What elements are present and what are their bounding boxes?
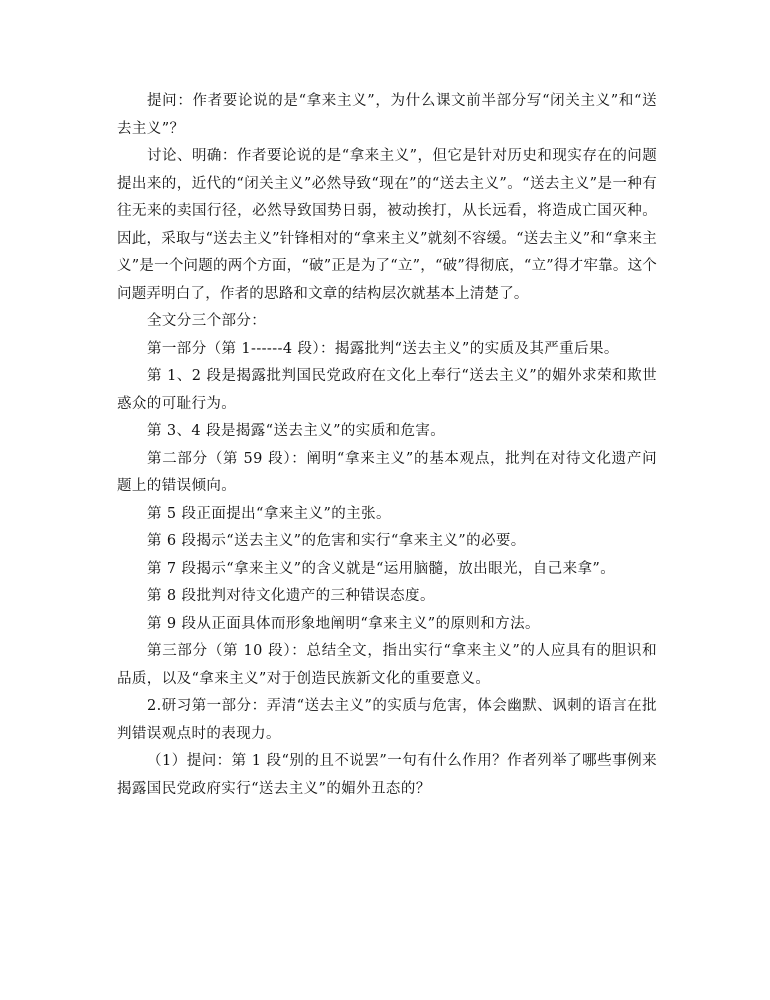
- document-body: [117, 88, 657, 803]
- paragraph-part-one: 第一部分（第 1------4 段）：揭露批判“送去主义”的实质及其严重后果。: [147, 340, 619, 357]
- paragraph-question-one: （1）提问：第 1 段“别的且不说罢”一句有什么作用？作者列举了哪些事例来揭露国民党政府实行“送去主义”的媚外丑态的？: [117, 753, 657, 797]
- paragraph-discussion: 讨论、明确：作者要论说的是“拿来主义”，但它是针对历史和现实存在的问题提出来的，近代的“闭关主义”必然导致“现在”的“送去主义”。“送去主义”是一种有往无来的卖国行径，必然导致国势日弱，被动挨打，从长远看，将造成亡国灭种。因此，采取与“送去主义”针锋相对的“拿来主义”就刻不容缓。“送去主义”和“拿来主义”是一个问题的两个方面，“破”正是为了“立”，“破”得彻底，“立”得才牢靠。这个问题弄明白了，作者的思路和文章的结构层次就基本上清楚了。: [117, 148, 657, 302]
- paragraph-section-5: 第 5 段正面提出“拿来主义”的主张。: [147, 505, 391, 522]
- paragraph-sections-1-2: 第 1、2 段是揭露批判国民党政府在文化上奉行“送去主义”的媚外求荣和欺世惑众的可耻行为。: [117, 368, 657, 412]
- paragraph-study-part-one: 2.研习第一部分：弄清“送去主义”的实质与危害，体会幽默、讽刺的语言在批判错误观点时的表现力。: [117, 698, 657, 742]
- paragraph-section-7: 第 7 段揭示“拿来主义”的含义就是“运用脑髓，放出眼光，自己来拿”。: [147, 560, 616, 577]
- paragraph-section-9: 第 9 段从正面具体而形象地阐明“拿来主义”的原则和方法。: [147, 615, 540, 632]
- paragraph-sections-3-4: 第 3、4 段是揭露“送去主义”的实质和危害。: [147, 423, 446, 439]
- paragraph-part-three: 第三部分（第 10 段）：总结全文，指出实行“拿来主义”的人应具有的胆识和品质，以及“拿来主义”对于创造民族新文化的重要意义。: [117, 643, 657, 687]
- paragraph-section-8: 第 8 段批判对待文化遗产的三种错误态度。: [147, 588, 435, 604]
- paragraph-section-6: 第 6 段揭示“送去主义”的危害和实行“拿来主义”的必要。: [147, 533, 526, 549]
- paragraph-question-intro: 提问：作者要论说的是“拿来主义”，为什么课文前半部分写“闭关主义”和“送去主义”？: [117, 93, 657, 137]
- paragraph-structure-heading: 全文分三个部分：: [147, 313, 267, 329]
- paragraph-part-two: 第二部分（第 59 段）：阐明“拿来主义”的基本观点，批判在对待文化遗产问题上的错误倾向。: [117, 450, 657, 494]
